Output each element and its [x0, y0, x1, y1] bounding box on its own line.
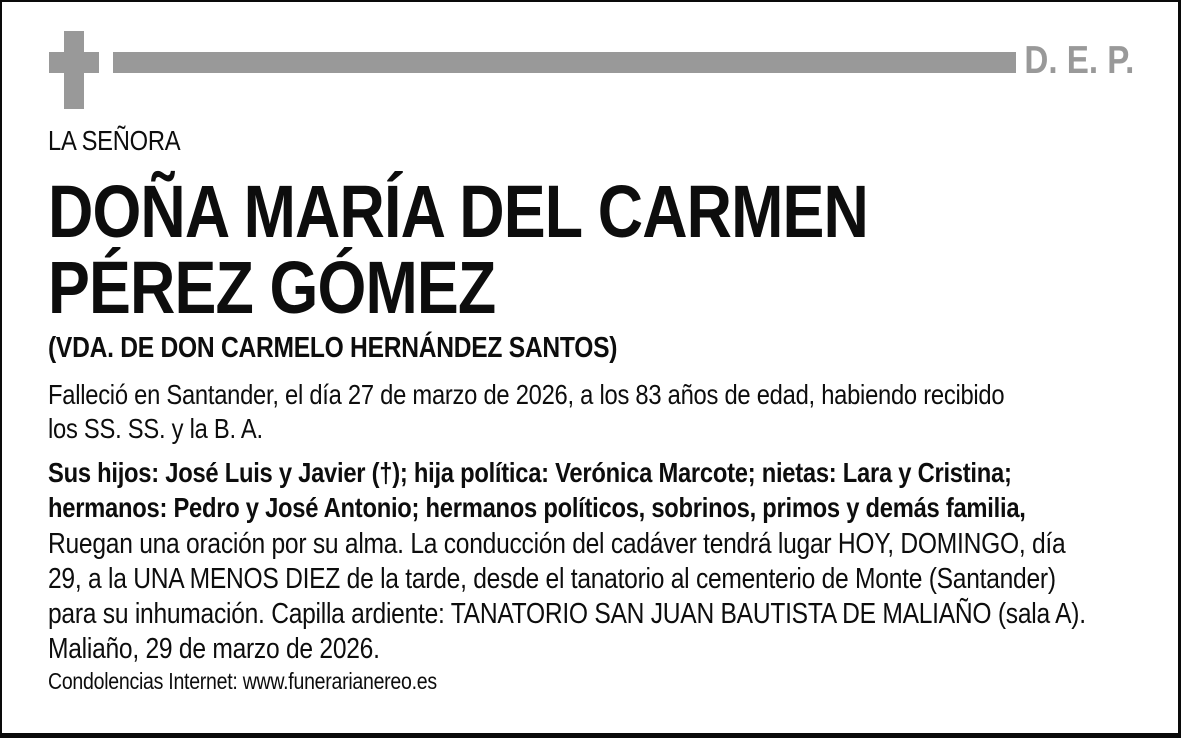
- family-list-line1: Sus hijos: José Luis y Javier (†); hija política: Verónica Marcote; nietas: Lara y Cristina;: [48, 457, 1012, 488]
- death-notice: [48, 378, 1176, 446]
- funeral-details: [48, 527, 1176, 632]
- family-list-line2: hermanos: Pedro y José Antonio; hermanos políticos, sobrinos, primos y demás familia,: [48, 492, 1026, 523]
- dateline: Maliaño, 29 de marzo de 2026.: [48, 633, 380, 665]
- funeral-details-line1: Ruegan una oración por su alma. La conducción del cadáver tendrá lugar HOY, DOMINGO, día: [48, 528, 1066, 560]
- death-notice-line1: Falleció en Santander, el día 27 de marzo de 2026, a los 83 años de edad, habiendo recibido: [48, 379, 1005, 410]
- deceased-name: [48, 170, 1176, 329]
- dep-label: D. E. P.: [1024, 39, 1134, 82]
- deceased-name-line2: PÉREZ GÓMEZ: [48, 246, 496, 329]
- lead-in-title: LA SEÑORA: [48, 125, 181, 156]
- family-list: [48, 455, 1176, 525]
- funeral-details-line2: 29, a la UNA MENOS DIEZ de la tarde, desde el tanatorio al cementerio de Monte (Santander): [48, 563, 1056, 595]
- funeral-details-line3: para su inhumación. Capilla ardiente: TANATORIO SAN JUAN BAUTISTA DE MALIAÑO (sala A).: [48, 598, 1086, 630]
- obituary-content: [48, 2, 1176, 696]
- deceased-name-line1: DOÑA MARÍA DEL CARMEN: [48, 170, 869, 253]
- condolences-url: Condolencias Internet: www.funerarianereo.es: [48, 668, 437, 694]
- widow-of-line: (VDA. DE DON CARMELO HERNÁNDEZ SANTOS): [48, 332, 618, 364]
- death-notice-line2: los SS. SS. y la B. A.: [48, 413, 263, 444]
